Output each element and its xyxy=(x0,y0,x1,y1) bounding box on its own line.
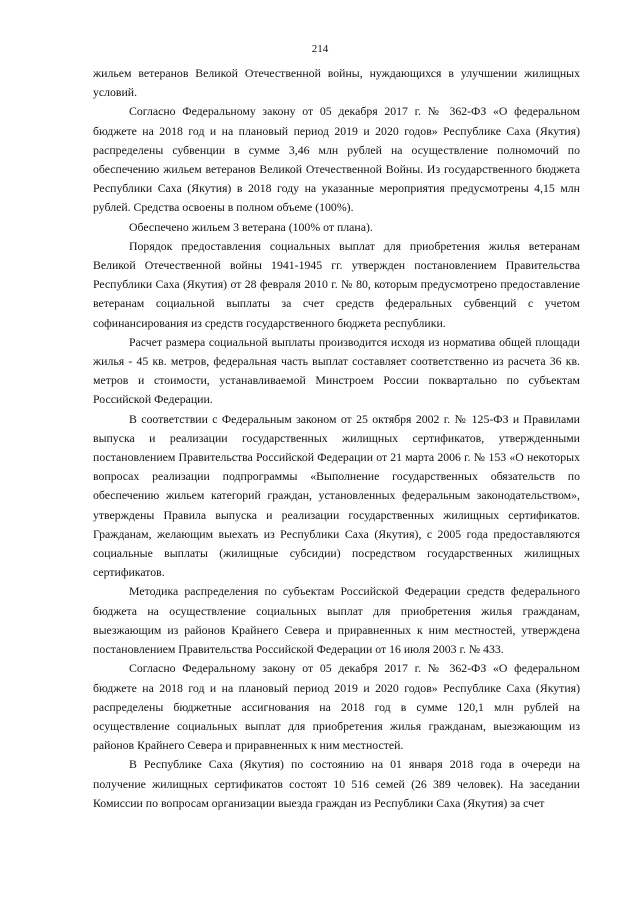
paragraph: Согласно Федеральному закону от 05 декабря 2017 г. № 362-ФЗ «О федеральном бюджете на 2018 год и на плановый период 2019 и 2020 годов» Республике Саха (Якутия) распределены субвенции в сумме 3,46 млн рублей на осуществление полномочий по обеспечению жильем ветеранов Великой Отечественной Войны. Из государственного бюджета Республики Саха (Якутия) в 2018 году на указанные мероприятия предусмотрены 4,15 млн рублей. Средства освоены в полном объеме (100%). xyxy=(93,104,580,215)
paragraph: В Республике Саха (Якутия) по состоянию на 01 января 2018 года в очереди на получение жилищных сертификатов состоят 10 516 семей (26 389 человек). На заседании Комиссии по вопросам организации выезда граждан из Республики Саха (Якутия) за счет xyxy=(93,757,580,810)
paragraph: Обеспечено жильем 3 ветерана (100% от плана). xyxy=(129,219,373,234)
paragraph: Порядок предоставления социальных выплат для приобретения жилья ветеранам Великой Отечественной войны 1941-1945 гг. утвержден постановлением Правительства Республики Саха (Якутия) от 28 февраля 2010 г. № 80, которым предусмотрено предоставление ветеранам социальной выплаты за счет средств федеральных субвенций с учетом софинансирования из средств государственного бюджета республики. xyxy=(93,238,580,330)
paragraph: Методика распределения по субъектам Российской Федерации средств федерального бюджета на осуществление социальных выплат для приобретения жилья гражданам, выезжающим из районов Крайнего Севера и приравненных к ним местностей, утверждена постановлением Правительства Российской Федерации от 16 июля 2003 г. № 433. xyxy=(93,584,580,657)
document-body xyxy=(93,64,580,813)
paragraph: В соответствии с Федеральным законом от 25 октября 2002 г. № 125-ФЗ и Правилами выпуска и реализации государственных жилищных сертификатов, утвержденными постановлением Правительства Российской Федерации от 21 марта 2006 г. № 153 «О некоторых вопросах реализации подпрограммы «Выполнение государственных обязательств по обеспечению жильем категорий граждан, установленных федеральным законодательством», утверждены Правила выпуска и реализации государственных жилищных сертификатов. Гражданам, желающим выехать из Республики Саха (Якутия), с 2005 года предоставляются социальные выплаты (жилищные субсидии) посредством государственных жилищных сертификатов. xyxy=(93,411,580,580)
paragraph: Согласно Федеральному закону от 05 декабря 2017 г. № 362-ФЗ «О федеральном бюджете на 2018 год и на плановый период 2019 и 2020 годов» Республике Саха (Якутия) распределены бюджетные ассигнования на 2018 год в сумме 120,1 млн рублей на осуществление социальных выплат для приобретения жилья гражданам, выезжающим из районов Крайнего Севера и приравненных к ним местностей. xyxy=(93,661,580,753)
paragraph: Расчет размера социальной выплаты производится исходя из норматива общей площади жилья - 45 кв. метров, федеральная часть выплат составляет соответственно из расчета 36 кв. метров и стоимости, устанавливаемой Минстроем России поквартально по субъектам Российской Федерации. xyxy=(93,334,580,407)
paragraph-continuation: жильем ветеранов Великой Отечественной войны, нуждающихся в улучшении жилищных условий. xyxy=(93,66,580,100)
page-number: 214 xyxy=(311,43,329,55)
